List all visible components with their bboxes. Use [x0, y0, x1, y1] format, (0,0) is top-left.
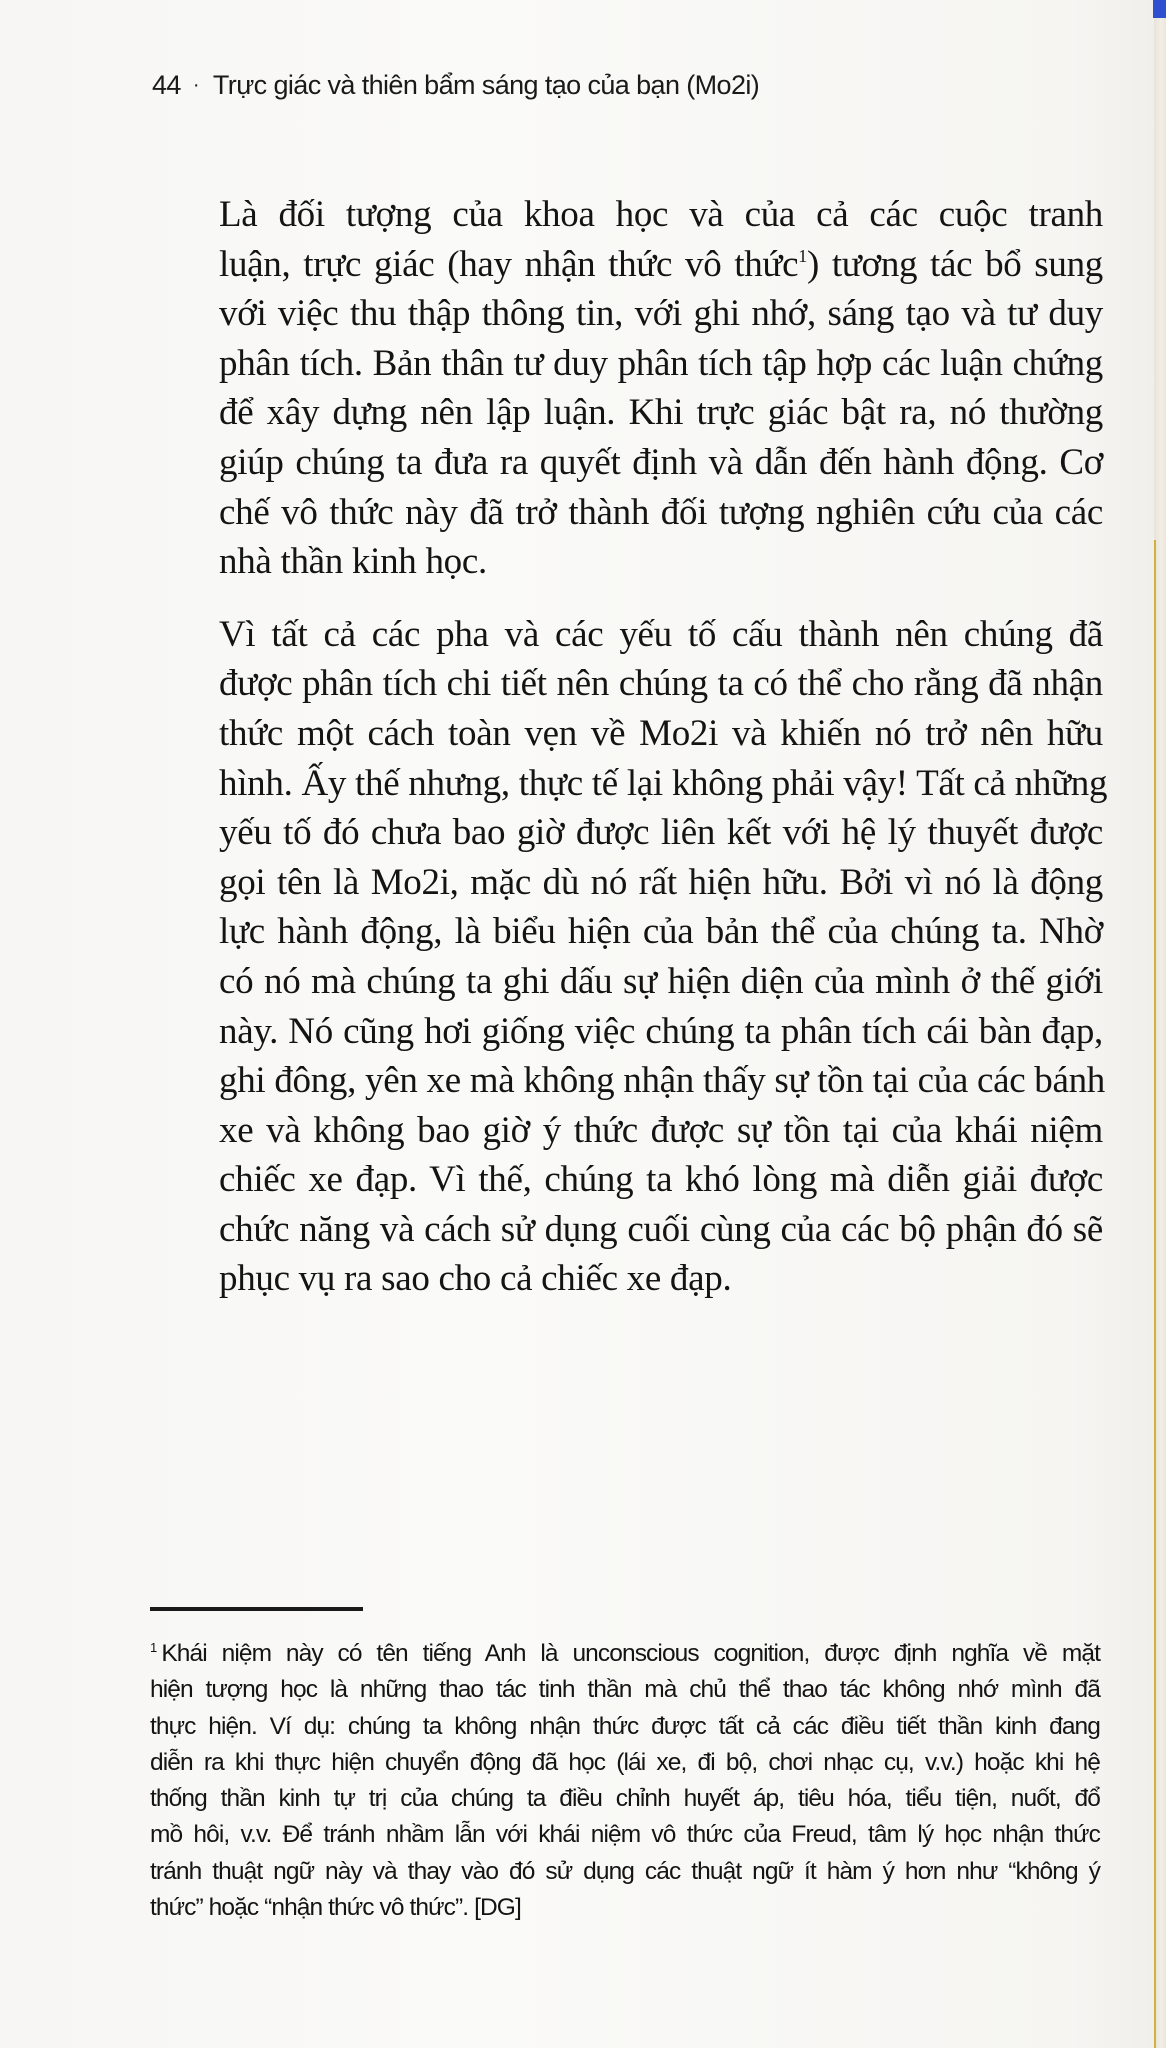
text-line: ghi đông, yên xe mà không nhận thấy sự tồn tại của các bánh	[219, 1060, 1106, 1102]
text-line: giúp chúng ta đưa ra quyết định và dẫn đến hành động. Cơ	[219, 441, 1103, 483]
text-line: chế vô thức này đã trở thành đối tượng nghiên cứu của các	[219, 491, 1103, 533]
running-head	[152, 70, 759, 101]
text-line: nhà thần kinh học.	[219, 541, 487, 583]
footnote-line: $^1$ Khái niệm này có tên tiếng Anh là unconscious cognition, được định nghĩa về mặt	[150, 1640, 1100, 1667]
footnote-marker: 1	[150, 1640, 157, 1655]
text-line: Là đối tượng của khoa học và của cả các cuộc tranh	[219, 194, 1103, 235]
page-edge-yellow-line	[1154, 540, 1156, 2048]
footnote-line: mồ hôi, v.v. Để tránh nhầm lẫn với khái niệm vô thức của Freud, tâm lý học nhận thức	[150, 1821, 1100, 1849]
text-line: thức một cách toàn vẹn về Mo2i và khiến nó trở nên hữu	[219, 712, 1103, 754]
text-line: gọi tên là Mo2i, mặc dù nó rất hiện hữu. Bởi vì nó là động	[219, 861, 1103, 903]
text-line: này. Nó cũng hơi giống việc chúng ta phân tích cái bàn đạp,	[219, 1010, 1103, 1052]
text-line: luận, trực giác (hay nhận thức vô thức$^1$) tương tác bổ sung	[219, 243, 1104, 285]
text-line: có nó mà chúng ta ghi dấu sự hiện diện của mình ở thế giới	[219, 960, 1103, 1002]
text-line: xe và không bao giờ ý thức được sự tồn tại của khái niệm	[219, 1109, 1103, 1151]
text-line: phân tích. Bản thân tư duy phân tích tập hợp các luận chứng	[219, 342, 1103, 384]
text-line: để xây dựng nên lập luận. Khi trực giác bật ra, nó thường	[219, 392, 1103, 434]
footnote-divider	[150, 1607, 363, 1611]
text-line: Vì tất cả các pha và các yếu tố cấu thành nên chúng đã	[219, 613, 1103, 655]
text-line: được phân tích chi tiết nên chúng ta có thể cho rằng đã nhận	[219, 663, 1103, 705]
page-number: 44	[152, 70, 181, 100]
footnote	[150, 1636, 1100, 1926]
footnote-reference[interactable]: 1	[798, 245, 807, 266]
paragraph-2	[183, 610, 1108, 1304]
footnote-line: thức” hoặc “nhận thức vô thức”. [DG]	[150, 1894, 521, 1922]
text-line: lực hành động, là biểu hiện của bản thể của chúng ta. Nhờ	[219, 911, 1103, 953]
page-edge-blue-tab	[1153, 0, 1166, 18]
footnote-line: tránh thuật ngữ này và thay vào đó sử dụng các thuật ngữ ít hàm ý hơn như “không ý	[150, 1857, 1100, 1885]
paragraph-1	[183, 190, 1103, 587]
footnote-line: thống thần kinh tự trị của chúng ta điều chỉnh huyết áp, tiêu hóa, tiểu tiện, nuốt, đổ	[150, 1785, 1100, 1813]
text-line: hình. Ấy thế nhưng, thực tế lại không phải vậy! Tất cả những	[219, 762, 1108, 804]
footnote-line: diễn ra khi thực hiện chuyển động đã học (lái xe, đi bộ, chơi nhạc cụ, v.v.) hoặc khi hệ	[150, 1748, 1100, 1776]
text-line: chiếc xe đạp. Vì thế, chúng ta khó lòng mà diễn giải được	[219, 1159, 1103, 1201]
body-text	[183, 190, 1108, 1304]
text-line: yếu tố đó chưa bao giờ được liên kết với hệ lý thuyết được	[219, 812, 1103, 854]
text-line: phục vụ ra sao cho cả chiếc xe đạp.	[219, 1258, 732, 1300]
text-line: chức năng và cách sử dụng cuối cùng của các bộ phận đó sẽ	[219, 1208, 1103, 1250]
separator: ·	[192, 74, 199, 96]
footnote-line: thực hiện. Ví dụ: chúng ta không nhận thức được tất cả các điều tiết thần kinh đang	[150, 1712, 1100, 1740]
running-head-title: Trực giác và thiên bẩm sáng tạo của bạn (Mo2i)	[212, 70, 760, 100]
footnote-line: hiện tượng học là những thao tác tinh thần mà chủ thể thao tác không nhớ mình đã	[150, 1676, 1100, 1704]
text-line: với việc thu thập thông tin, với ghi nhớ, sáng tạo và tư duy	[219, 293, 1103, 335]
